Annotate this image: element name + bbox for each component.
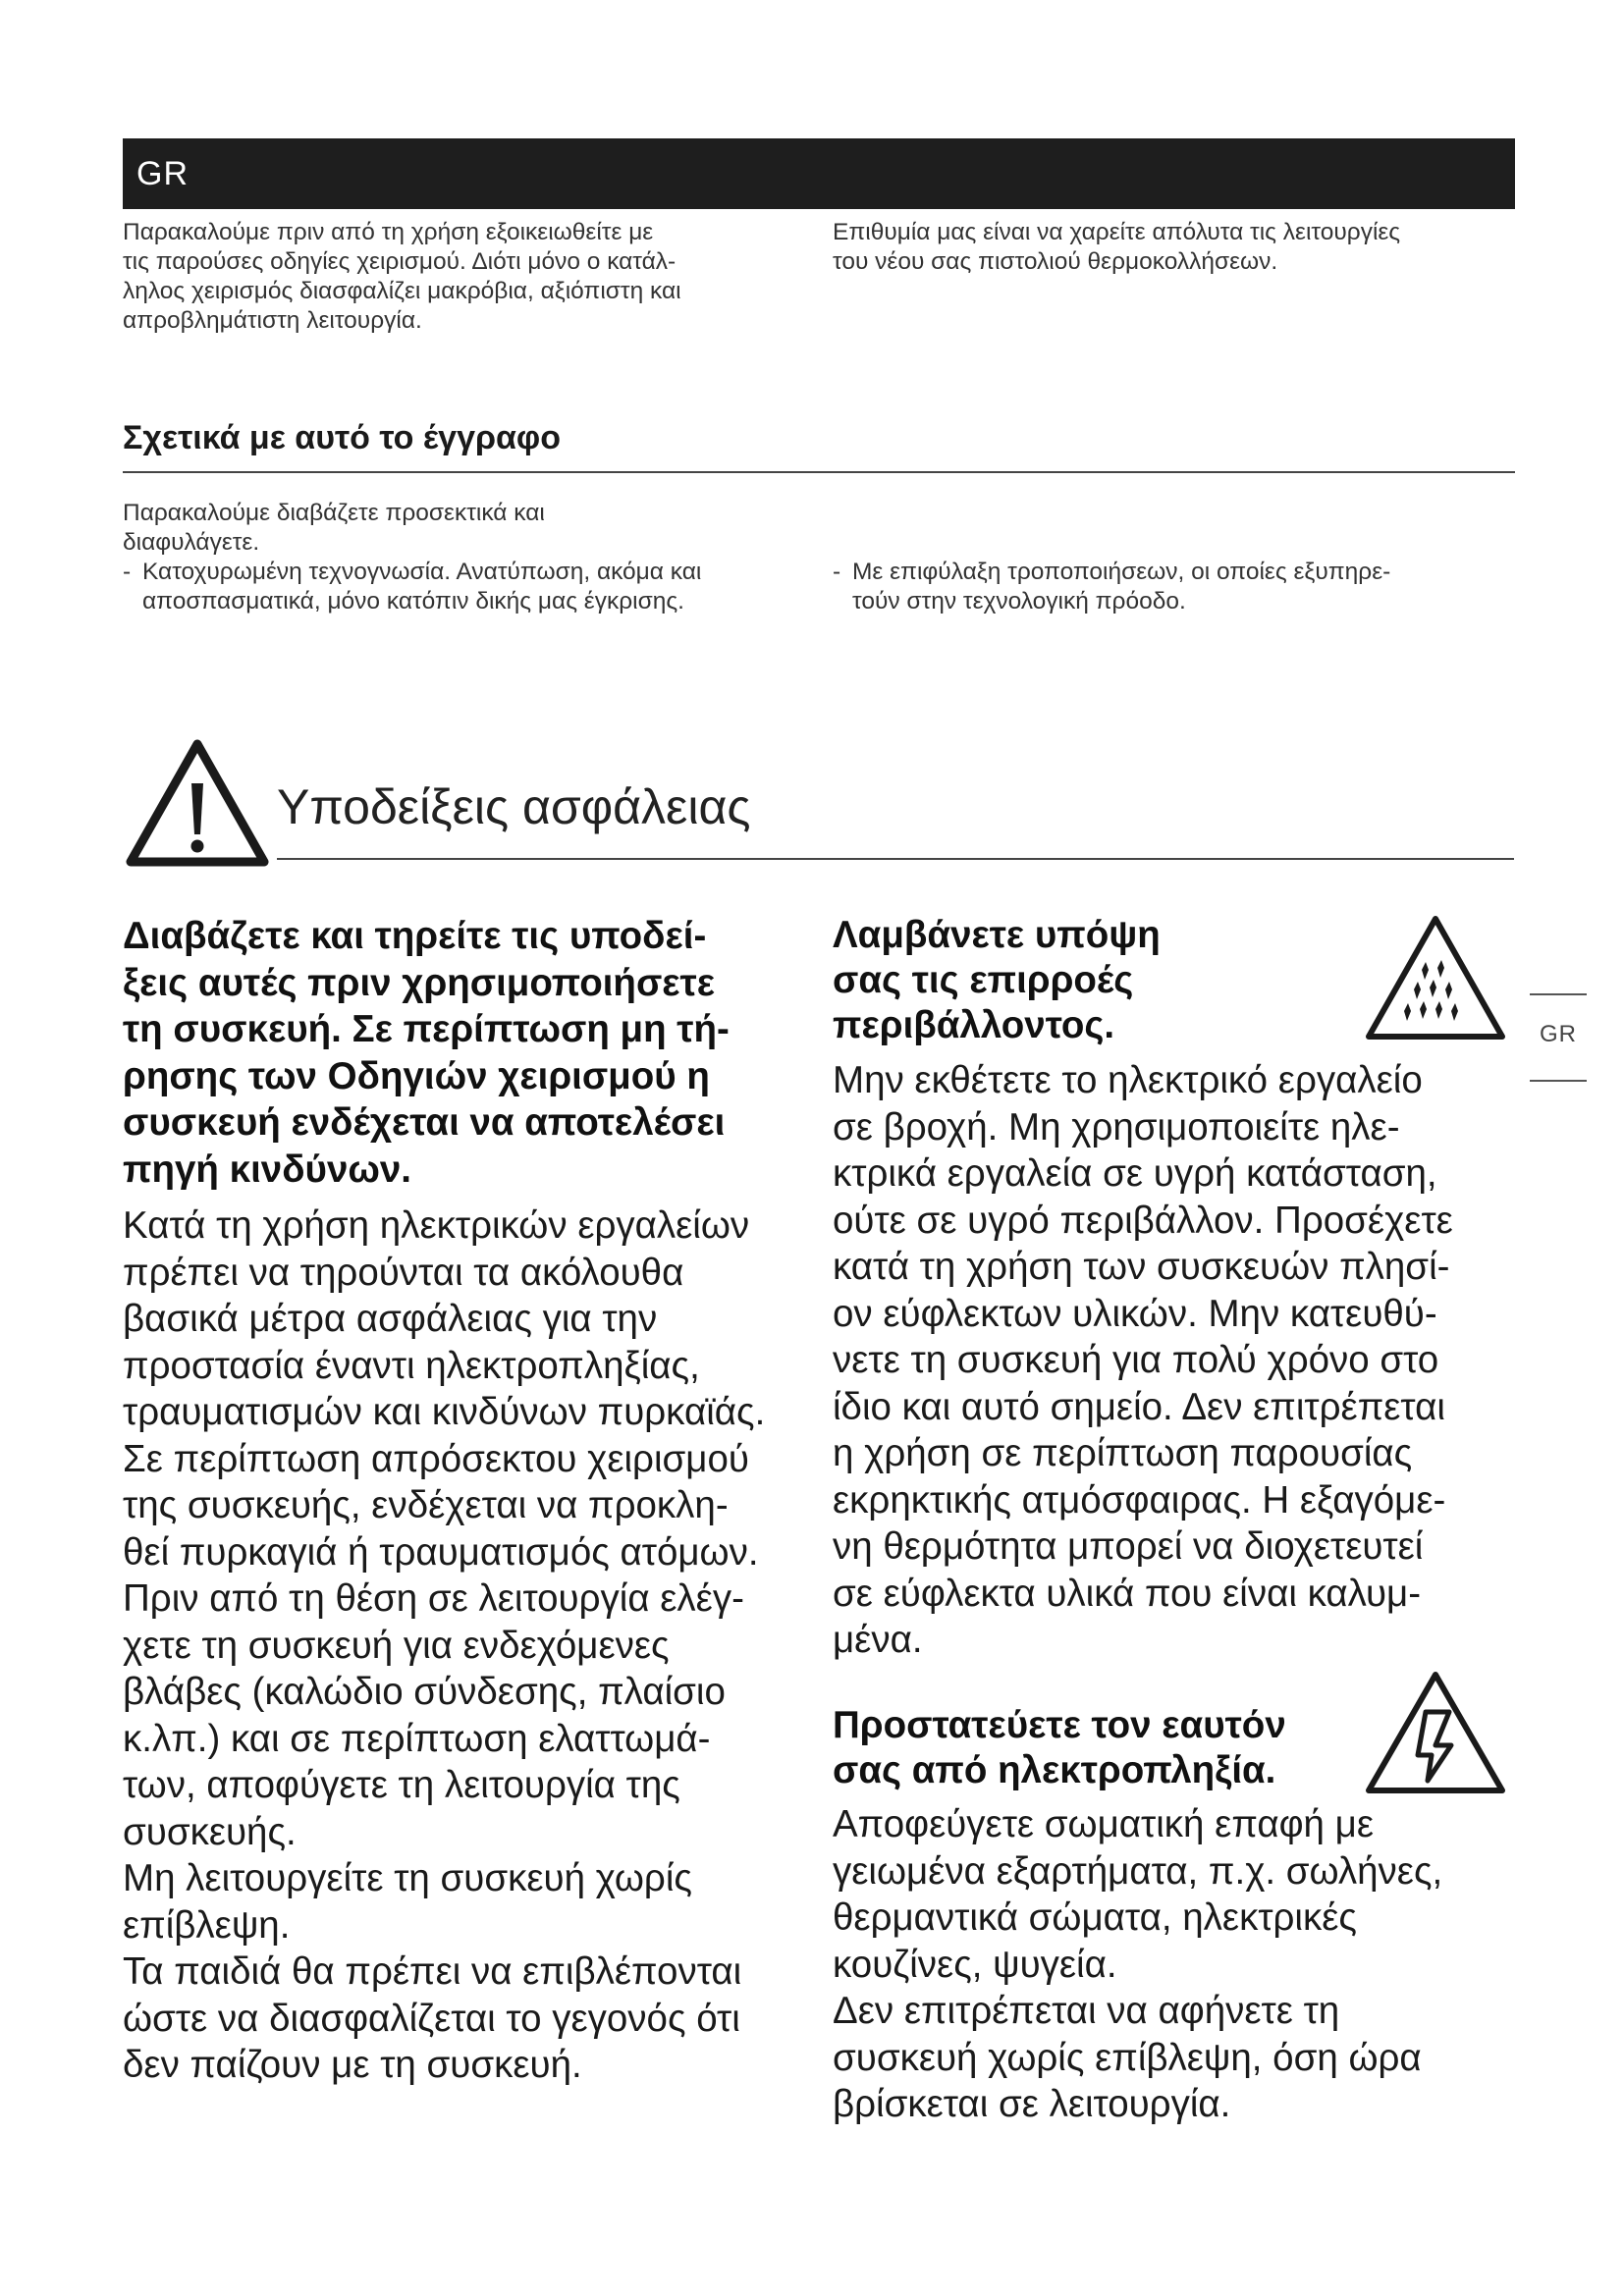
text-line: θερμαντικά σώματα, ηλεκτρικές [833,1896,1357,1939]
environment-section [833,913,1363,1048]
text-line: Μη λειτουργείτε τη συσκευή χωρίς [123,1857,692,1899]
text-line: Τα παιδιά θα πρέπει να επιβλέπονται [123,1950,742,1993]
text-line: Μην εκθέτετε το ηλεκτρικό εργαλείο [833,1059,1423,1101]
side-tab-divider [1530,993,1587,995]
safety-left-column [123,913,830,2089]
text-line: τραυματισμών και κινδύνων πυρκαϊάς. [123,1391,766,1433]
about-list-right [833,558,1520,616]
text-line: τούν στην τεχνολογική πρόοδο. [852,588,1186,614]
section-heading-about: Σχετικά με αυτό το έγγραφο [123,419,562,456]
text-line: κατά τη χρήση των συσκευών πλησί- [833,1246,1450,1288]
text-line: Αποφεύγετε σωματική επαφή με [833,1803,1375,1845]
text-line: Παρακαλούμε διαβάζετε προσεκτικά και [123,500,545,526]
text-line: ον εύφλεκτων υλικών. Μην κατευθύ- [833,1292,1437,1335]
text-line: συσκευή χωρίς επίβλεψη, όση ώρα [833,2036,1422,2079]
text-line: ούτε σε υγρό περιβάλλον. Προσέχετε [833,1199,1453,1242]
text-line: διαφυλάγετε. [123,529,260,556]
language-code: GR [136,155,189,192]
warning-triangle-icon [125,738,270,868]
text-line: τις παρούσες οδηγίες χειρισμού. Διότι μόνο ο κατάλ- [123,248,677,275]
text-line: προστασία έναντι ηλεκτροπληξίας, [123,1344,700,1387]
text-line: εκρηκτικής ατμόσφαιρας. Η εξαγόμε- [833,1478,1446,1522]
about-list-left [123,558,830,616]
text-line: χετε τη συσκευή για ενδεχόμενες [123,1624,670,1667]
text-line: συσκευής. [123,1810,297,1853]
text-line: ώστε να διασφαλίζεται το γεγονός ότι [123,1997,740,2040]
text-line: νη θερμότητα μπορεί να διοχετευτεί [833,1525,1424,1568]
text-line: Σε περίπτωση απρόσεκτου χειρισμού [123,1437,749,1480]
text-line: σε βροχή. Μη χρησιμοποιείτε ηλε- [833,1105,1400,1148]
text-line: Διαβάζετε και τηρείτε τις υποδεί- [123,915,707,957]
text-line: ληλος χειρισμός διασφαλίζει μακρόβια, αξιόπιστη και [123,278,681,304]
text-line: του νέου σας πιστολιού θερμοκολλήσεων. [833,248,1278,275]
environment-body [833,1057,1520,1664]
text-line: μένα. [833,1619,923,1661]
text-line: ξεις αυτές πριν χρησιμοποιήσετε [123,961,716,1004]
text-line: πρέπει να τηρούνται τα ακόλουθα [123,1251,684,1294]
high-voltage-triangle-icon [1363,1669,1508,1796]
safety-body [123,1202,830,2089]
text-line: Επιθυμία μας είναι να χαρείτε απόλυτα τις λειτουργίες [833,219,1401,245]
text-line: κ.λπ.) και σε περίπτωση ελαττωμά- [123,1717,711,1760]
text-line: κουζίνες, ψυγεία. [833,1943,1117,1986]
text-line: σας τις επιρροές [833,959,1134,1001]
text-line: Πριν από τη θέση σε λειτουργία ελέγ- [123,1577,744,1620]
text-line: σε εύφλεκτα υλικά που είναι καλυμ- [833,1572,1422,1615]
text-line: κτρικά εργαλεία σε υγρή κατάσταση, [833,1152,1437,1195]
text-line: νετε τη συσκευή για πολύ χρόνο στο [833,1339,1439,1381]
text-line: της συσκευής, ενδέχεται να προκλη- [123,1484,729,1526]
text-line: περιβάλλοντος. [833,1004,1115,1046]
electric-body [833,1801,1520,2128]
intro-right [833,218,1520,277]
side-tab-divider [1530,1080,1587,1082]
text-line: βασικά μέτρα ασφάλειας για την [123,1298,658,1340]
text-line: Κατά τη χρήση ηλεκτρικών εργαλείων [123,1204,750,1247]
text-line: των, αποφύγετε τη λειτουργία της [123,1764,680,1806]
text-line: πηγή κινδύνων. [123,1148,411,1191]
text-line: βλάβες (καλώδιο σύνδεσης, πλαίσιο [123,1671,726,1713]
text-line: γειωμένα εξαρτήματα, π.χ. σωλήνες, [833,1849,1443,1893]
text-line: τη συσκευή. Σε περίπτωση μη τή- [123,1008,730,1050]
text-line: Προστατεύετε τον εαυτόν [833,1704,1286,1746]
text-line: απροβλημάτιστη λειτουργία. [123,307,422,334]
text-line: αποσπασματικά, μόνο κατόπιν δικής μας έγκρισης. [142,588,684,614]
text-line: Παρακαλούμε πριν από τη χρήση εξοικειωθείτε με [123,219,654,245]
rain-triangle-icon [1363,913,1508,1042]
about-intro [123,499,810,558]
text-line: η χρήση σε περίπτωση παρουσίας [833,1432,1413,1474]
divider [123,471,1515,473]
section-title-safety: Υποδείξεις ασφάλειας [277,779,751,834]
text-line: επίβλεψη. [123,1903,291,1947]
text-line: ίδιο και αυτό σημείο. Δεν επιτρέπεται [833,1385,1445,1428]
list-item [123,558,830,616]
text-line: συσκευή ενδέχεται να αποτελέσει [123,1101,726,1144]
text-line: Λαμβάνετε υπόψη [833,914,1161,956]
text-line: σας από ηλεκτροπληξία. [833,1749,1276,1791]
language-bar [123,138,1515,209]
list-item [833,558,1520,616]
text-line: Δεν επιτρέπεται να αφήνετε τη [833,1990,1340,2032]
text-line: - Με επιφύλαξη τροποποιήσεων, οι οποίες εξυπηρε- [852,559,1391,585]
side-tab-label: GR [1540,1021,1577,1047]
text-line: - Κατοχυρωμένη τεχνογνωσία. Ανατύπωση, ακόμα και [142,559,702,585]
divider [277,858,1514,860]
text-line: δεν παίζουν με τη συσκευή. [123,2044,582,2086]
intro-left [123,218,810,336]
electric-heading [833,1703,1343,1793]
safety-lead [123,913,830,1193]
environment-heading [833,913,1363,1048]
text-line: θεί πυρκαγιά ή τραυματισμός ατόμων. [123,1530,759,1574]
text-line: βρίσκεται σε λειτουργία. [833,2083,1231,2125]
text-line: ρησης των Οδηγιών χειρισμού η [123,1054,710,1097]
